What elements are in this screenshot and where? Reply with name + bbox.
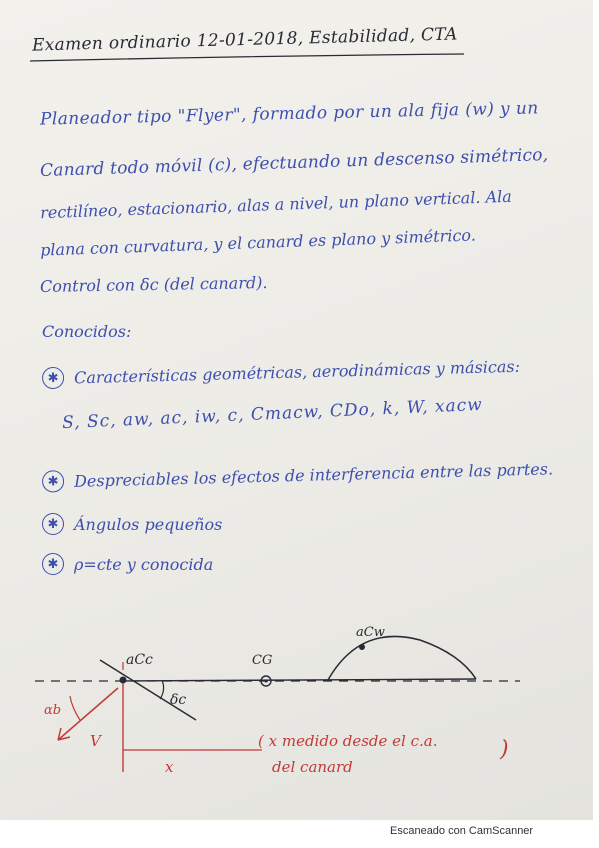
note-line-2: del canard bbox=[272, 758, 353, 776]
label-x: x bbox=[165, 758, 174, 776]
label-alpha-b: αb bbox=[44, 703, 62, 718]
canard-ac-point bbox=[120, 677, 127, 684]
bullet-text: ρ=cte y conocida bbox=[74, 554, 214, 574]
asterisk-circle-icon: ✱ bbox=[42, 367, 65, 390]
bullet-item bbox=[42, 457, 554, 492]
bullet-text: Despreciables los efectos de interferencia entre las partes. bbox=[73, 458, 554, 491]
note-line-1: ( x medido desde el c.a. bbox=[258, 732, 438, 750]
asterisk-circle-icon: ✱ bbox=[42, 513, 64, 535]
variables-line: S, Sc, aw, ac, iw, c, Cmacw, CDo, k, W, xacw bbox=[61, 394, 484, 434]
label-canard-ac: aCc bbox=[126, 652, 153, 668]
statement-line-4: plana con curvatura, y el canard es plano y simétrico. bbox=[39, 225, 477, 260]
bullet-item bbox=[42, 553, 213, 575]
delta-c-arc bbox=[160, 680, 164, 699]
wing-ac-point bbox=[359, 644, 365, 650]
label-velocity: V bbox=[90, 732, 101, 750]
scanner-credit: Escaneado con CamScanner bbox=[390, 825, 534, 837]
bullet-text: Ángulos pequeños bbox=[74, 514, 223, 534]
label-wing-ac: aCw bbox=[356, 625, 385, 640]
bullet-item bbox=[42, 513, 222, 535]
bullet-item bbox=[42, 355, 520, 390]
statement-line-5: Control con δc (del canard). bbox=[39, 273, 268, 296]
label-cg: CG bbox=[252, 653, 273, 668]
statement-line-1: Planeador tipo "Flyer", formado por un ala fija (w) y un bbox=[39, 98, 539, 130]
bullet-text: Características geométricas, aerodinámicas y másicas: bbox=[73, 356, 521, 387]
conocidos-heading: Conocidos: bbox=[42, 322, 132, 341]
canard-plate bbox=[100, 660, 196, 720]
asterisk-circle-icon: ✱ bbox=[42, 470, 65, 493]
title-underline bbox=[28, 52, 468, 64]
alpha-arc bbox=[70, 696, 80, 720]
exam-title: Examen ordinario 12-01-2018, Estabilidad, CTA bbox=[31, 24, 458, 56]
wing-camber-line bbox=[328, 636, 476, 680]
label-delta-c: δc bbox=[170, 692, 187, 708]
statement-line-2: Canard todo móvil (c), efectuando un descenso simétrico, bbox=[39, 145, 549, 181]
aircraft-diagram bbox=[0, 600, 593, 800]
velocity-arrow bbox=[58, 688, 118, 740]
note-close-paren: ) bbox=[500, 737, 509, 762]
statement-line-3: rectilíneo, estacionario, alas a nivel, un plano vertical. Ala bbox=[39, 186, 513, 223]
asterisk-circle-icon: ✱ bbox=[42, 553, 64, 575]
